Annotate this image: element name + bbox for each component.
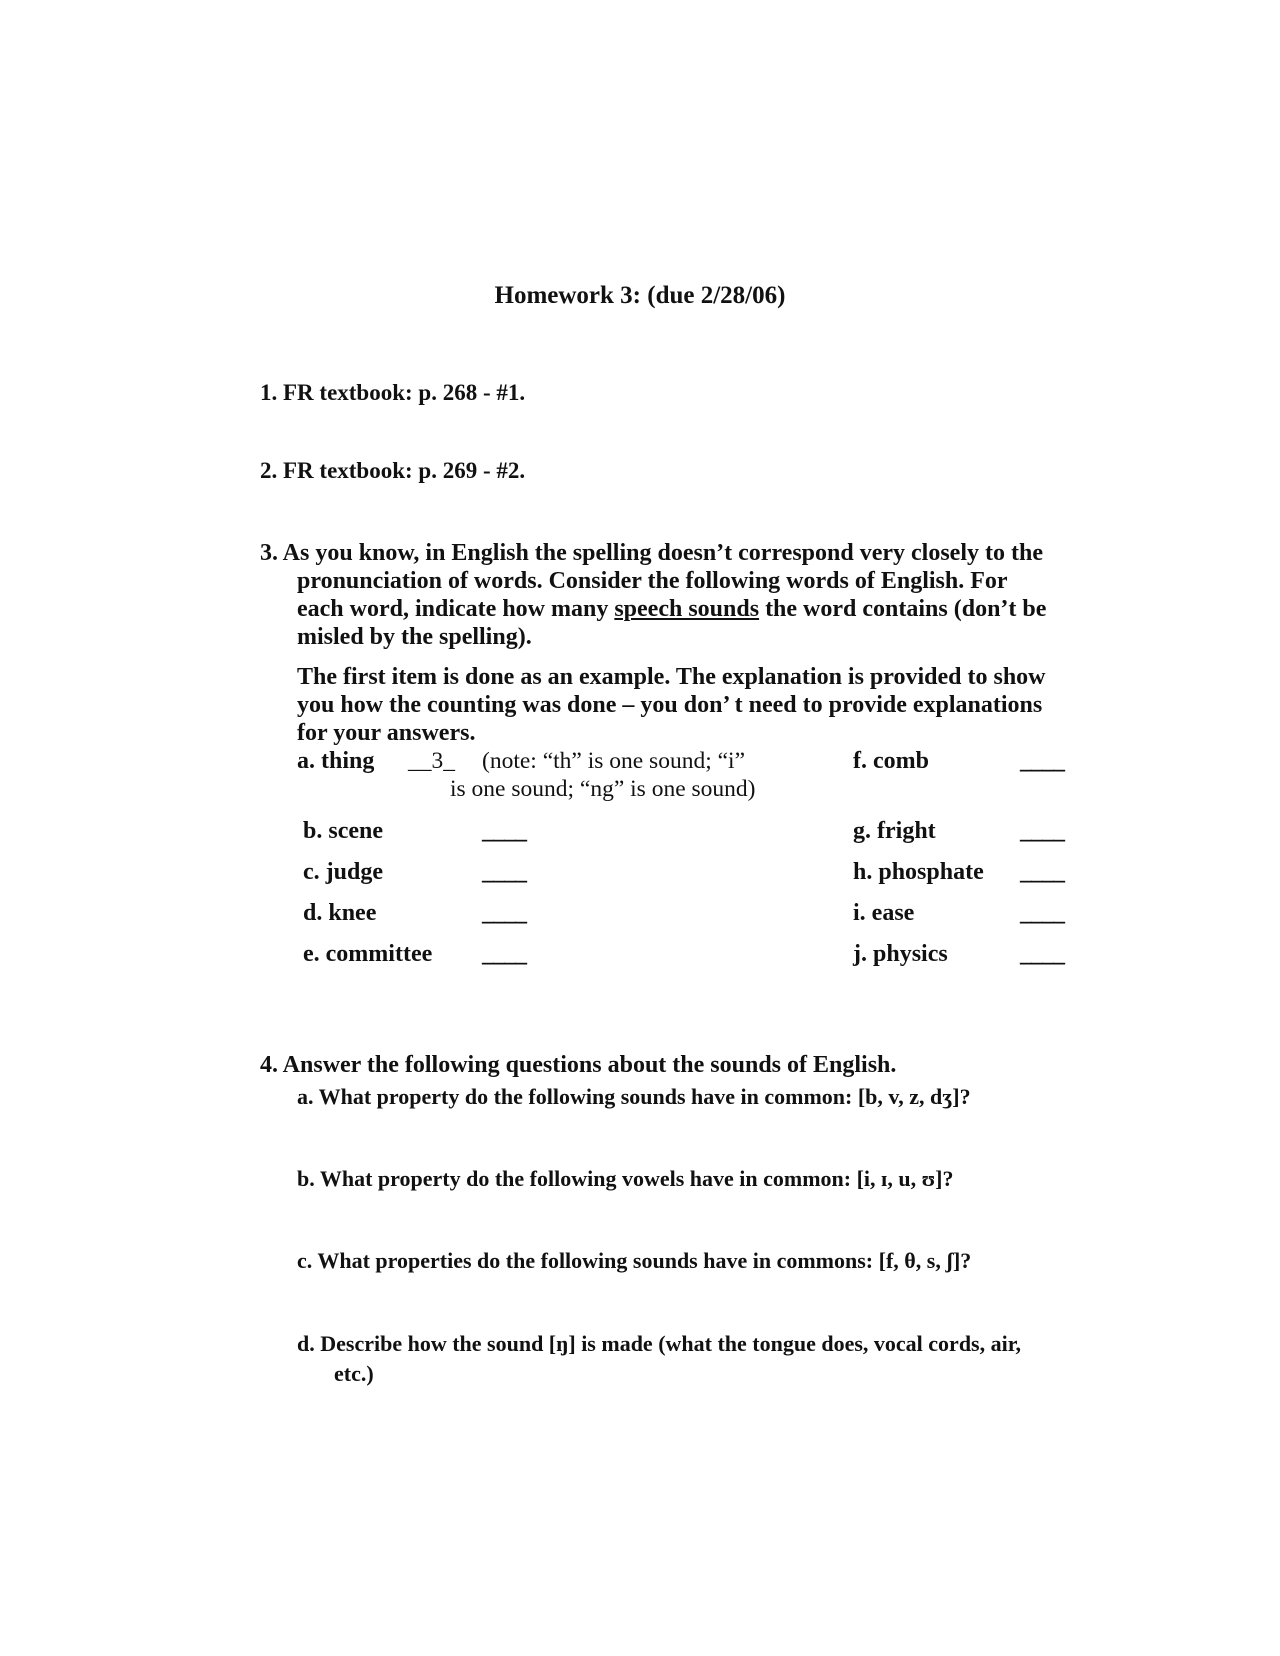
question-3-para2-line2: you how the counting was done – you don’ t need to provide explanations	[297, 692, 1043, 718]
question-3-line3	[297, 596, 1046, 623]
question-3-line3-post: the word contains (don’t be	[759, 596, 1047, 622]
question-3-line4: misled by the spelling).	[297, 624, 532, 650]
question-4b: b. What property do the following vowels have in common: [i, ɪ, u, ʊ]?	[297, 1166, 954, 1191]
question-1: 1. FR textbook: p. 268 - #1.	[260, 380, 526, 405]
answer-blank: ____	[1020, 748, 1064, 774]
question-2: 2. FR textbook: p. 269 - #2.	[260, 458, 526, 483]
example-answer-blank: __3_	[408, 748, 455, 774]
question-3-para2-line3: for your answers.	[297, 720, 476, 746]
answer-blank: ____	[482, 859, 526, 885]
question-3-line2: pronunciation of words. Consider the following words of English. For	[297, 568, 1008, 594]
question-4a: a. What property do the following sounds have in common: [b, v, z, dʒ]?	[297, 1084, 971, 1109]
question-3-line3-pre: each word, indicate how many	[297, 596, 615, 622]
answer-blank: ____	[482, 818, 526, 844]
speech-sounds-underlined: speech sounds	[614, 596, 760, 622]
word-item-label: c. judge	[303, 859, 383, 885]
answer-blank: ____	[1020, 859, 1064, 885]
example-word-label: a. thing	[297, 748, 375, 774]
word-item-label: b. scene	[303, 818, 383, 844]
word-item-label: e. committee	[303, 941, 433, 967]
word-item-label: f. comb	[853, 748, 929, 774]
answer-blank: ____	[482, 900, 526, 926]
example-note-line2: is one sound; “ng” is one sound)	[450, 776, 756, 802]
question-4d-line1: d. Describe how the sound [ŋ] is made (what the tongue does, vocal cords, air,	[297, 1331, 1021, 1356]
word-item-label: d. knee	[303, 900, 377, 926]
answer-blank: ____	[1020, 900, 1064, 926]
question-3-line1: 3. As you know, in English the spelling doesn’t correspond very closely to the	[260, 540, 1043, 566]
answer-blank: ____	[1020, 818, 1064, 844]
question-4c: c. What properties do the following sounds have in commons: [f, θ, s, ʃ]?	[297, 1248, 972, 1273]
example-note-line1: (note: “th” is one sound; “i”	[482, 748, 745, 774]
word-item-label: g. fright	[853, 818, 936, 844]
word-item-label: i. ease	[853, 900, 915, 926]
question-3-para2-line1: The first item is done as an example. The explanation is provided to show	[297, 664, 1046, 690]
question-4d-line2: etc.)	[334, 1361, 374, 1386]
word-item-label: j. physics	[853, 941, 948, 967]
answer-blank: ____	[1020, 941, 1064, 967]
answer-blank: ____	[482, 941, 526, 967]
word-item-label: h. phosphate	[853, 859, 984, 885]
page-title: Homework 3: (due 2/28/06)	[494, 282, 786, 309]
question-4-heading: 4. Answer the following questions about the sounds of English.	[260, 1052, 897, 1078]
